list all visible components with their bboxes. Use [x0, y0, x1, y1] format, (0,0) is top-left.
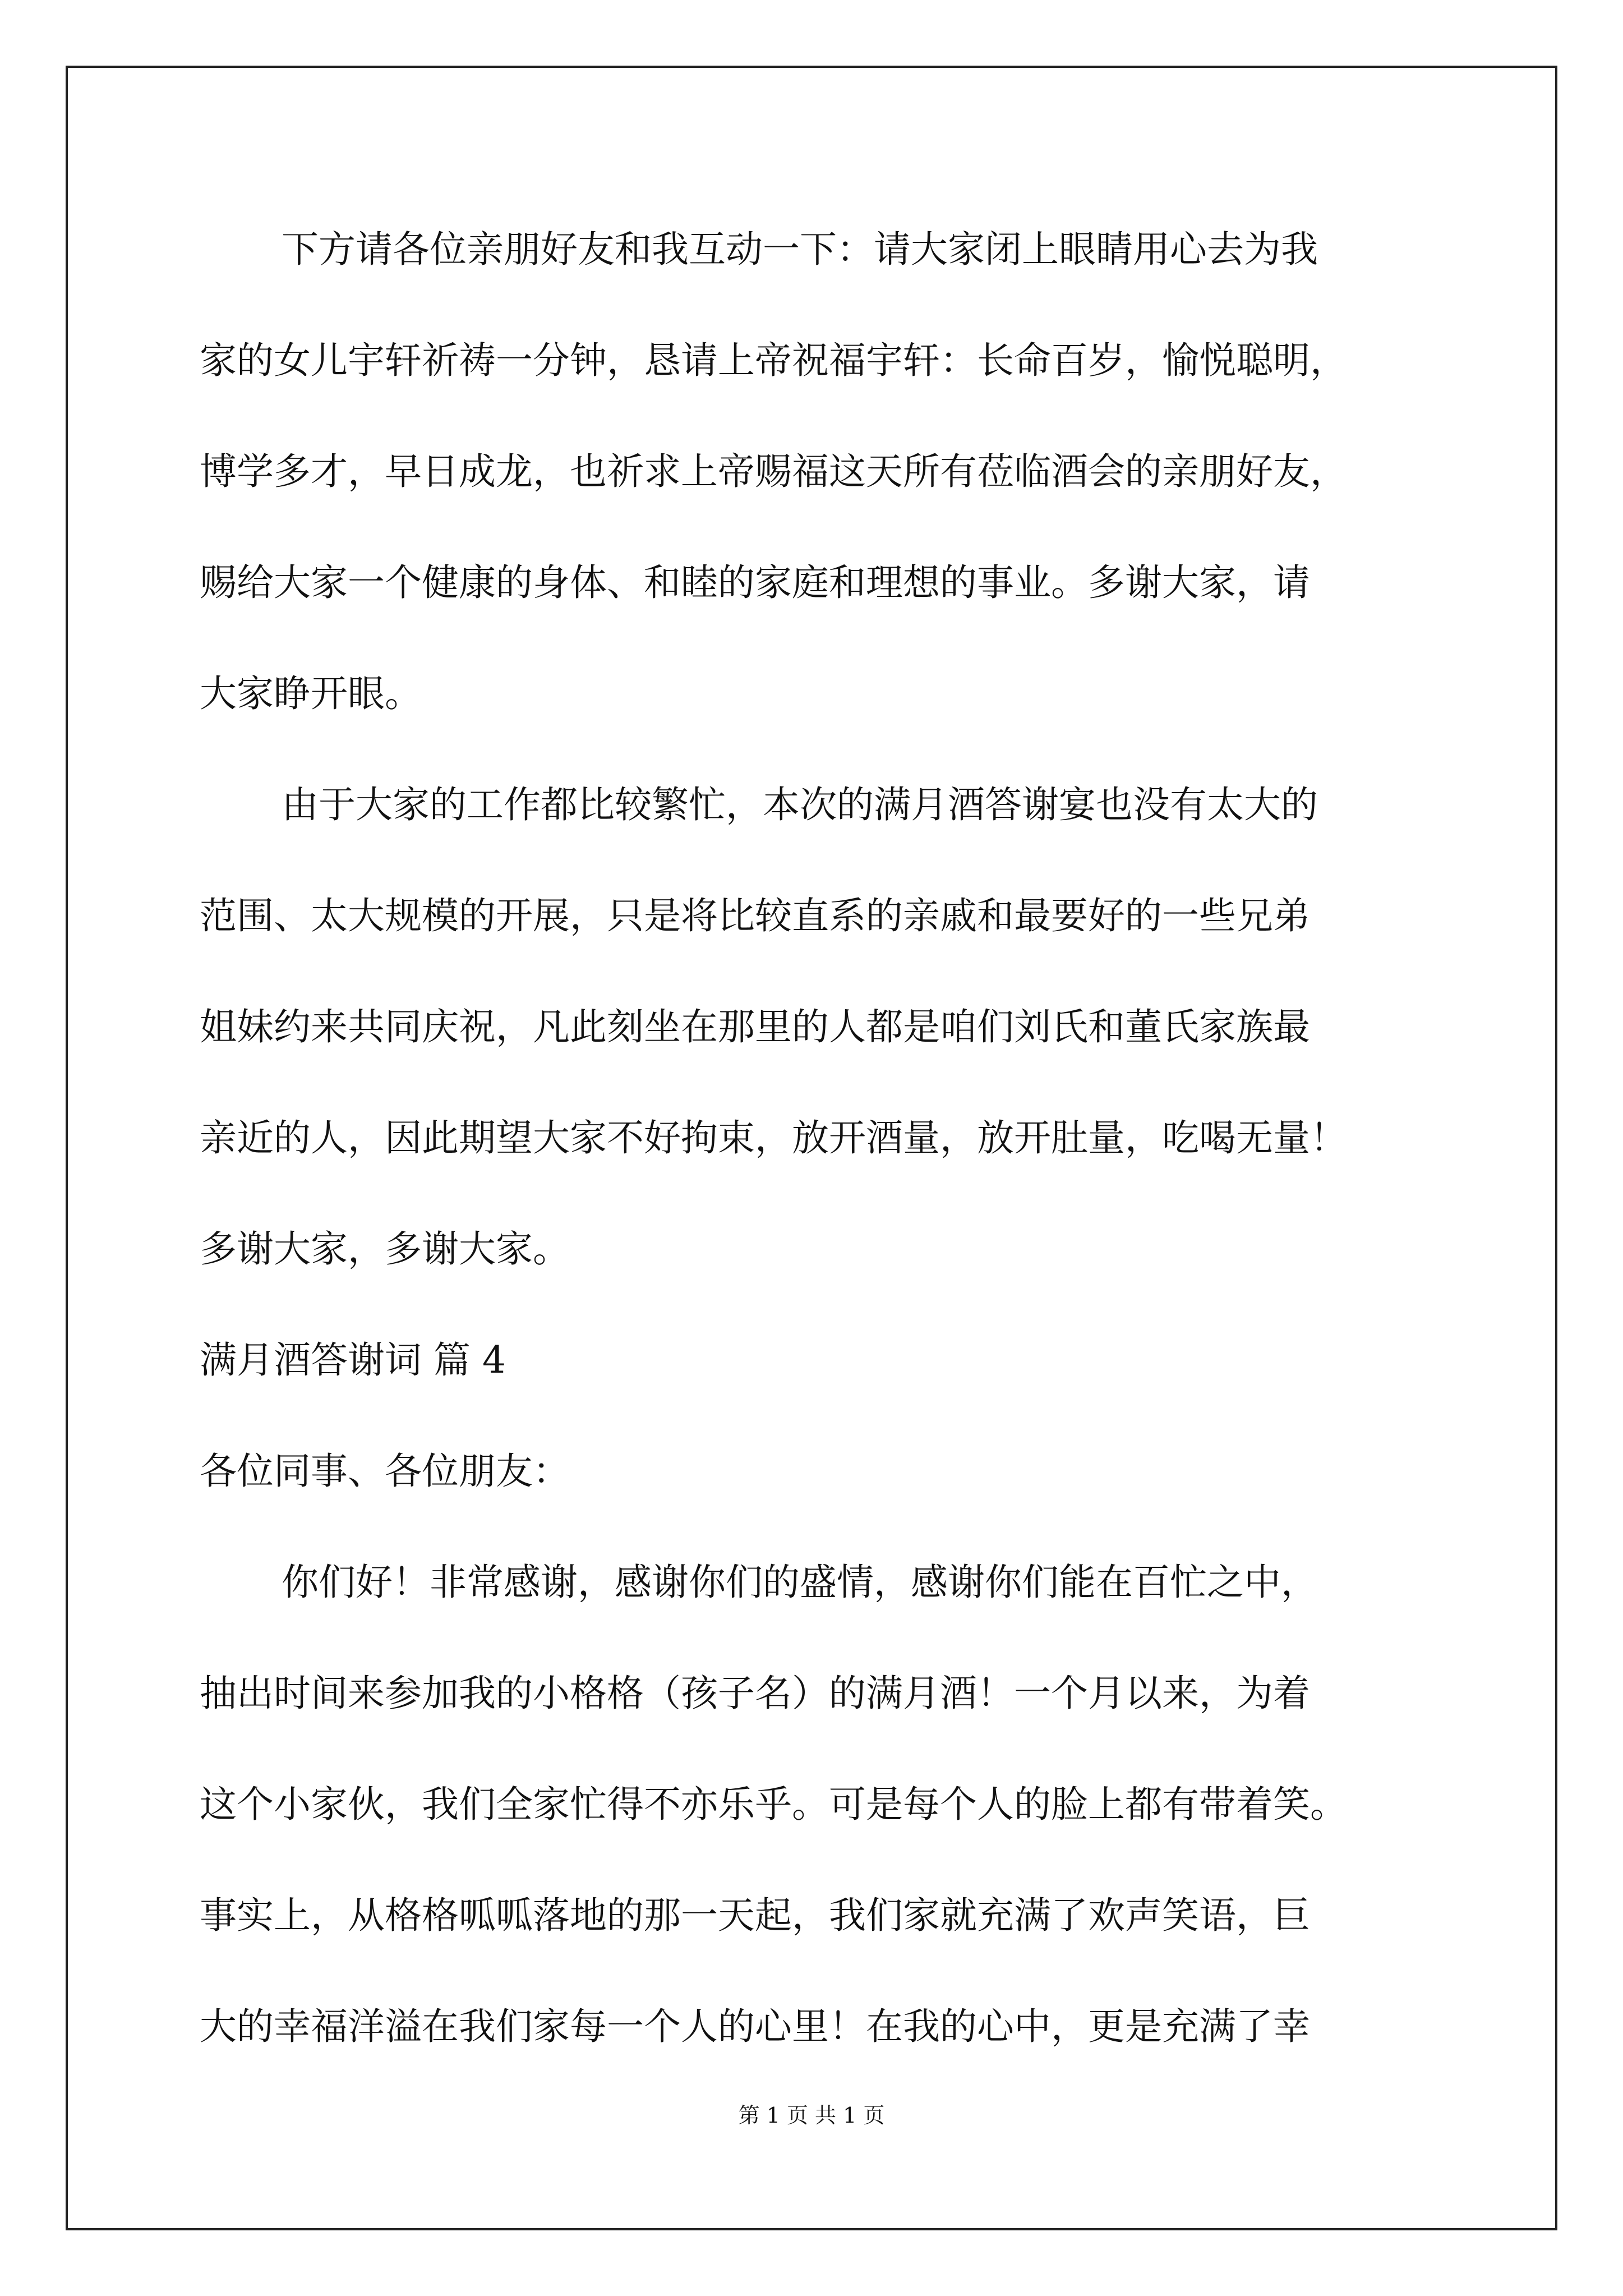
paragraph-line: 大家睁开眼。: [200, 672, 422, 715]
paragraph-line: 亲近的人，因此期望大家不好拘束，放开酒量，放开肚量，吃喝无量！: [200, 1116, 1347, 1159]
salutation-line: 各位同事、各位朋友：: [200, 1450, 570, 1493]
paragraph-line: 家的女儿宇轩祈祷一分钟，恳请上帝祝福宇轩：长命百岁，愉悦聪明，: [200, 339, 1347, 382]
paragraph-line: 这个小家伙，我们全家忙得不亦乐乎。可是每个人的脸上都有带着笑。: [200, 1783, 1347, 1826]
paragraph-line: 姐妹约来共同庆祝，凡此刻坐在那里的人都是咱们刘氏和董氏家族最: [200, 1005, 1310, 1048]
page-number-footer: 第 1 页 共 1 页: [738, 2103, 885, 2128]
paragraph-line: 事实上，从格格呱呱落地的那一天起，我们家就充满了欢声笑语，巨: [200, 1894, 1310, 1937]
paragraph-line: 赐给大家一个健康的身体、和睦的家庭和理想的事业。多谢大家，请: [200, 561, 1310, 604]
section-heading: 满月酒答谢词 篇 4: [200, 1338, 506, 1382]
paragraph-line: 范围、太大规模的开展，只是将比较直系的亲戚和最要好的一些兄弟: [200, 894, 1310, 937]
paragraph-line: 博学多才，早日成龙，也祈求上帝赐福这天所有莅临酒会的亲朋好友，: [200, 450, 1347, 493]
paragraph-line: 多谢大家，多谢大家。: [200, 1227, 570, 1271]
paragraph-line: 你们好！非常感谢，感谢你们的盛情，感谢你们能在百忙之中，: [282, 1561, 1318, 1604]
paragraph-line: 大的幸福洋溢在我们家每一个人的心里！在我的心中，更是充满了幸: [200, 2005, 1310, 2048]
paragraph-line: 抽出时间来参加我的小格格（孩子名）的满月酒！一个月以来，为着: [200, 1672, 1310, 1715]
paragraph-line: 下方请各位亲朋好友和我互动一下：请大家闭上眼睛用心去为我: [282, 228, 1318, 271]
paragraph-line: 由于大家的工作都比较繁忙，本次的满月酒答谢宴也没有太大的: [282, 783, 1318, 826]
